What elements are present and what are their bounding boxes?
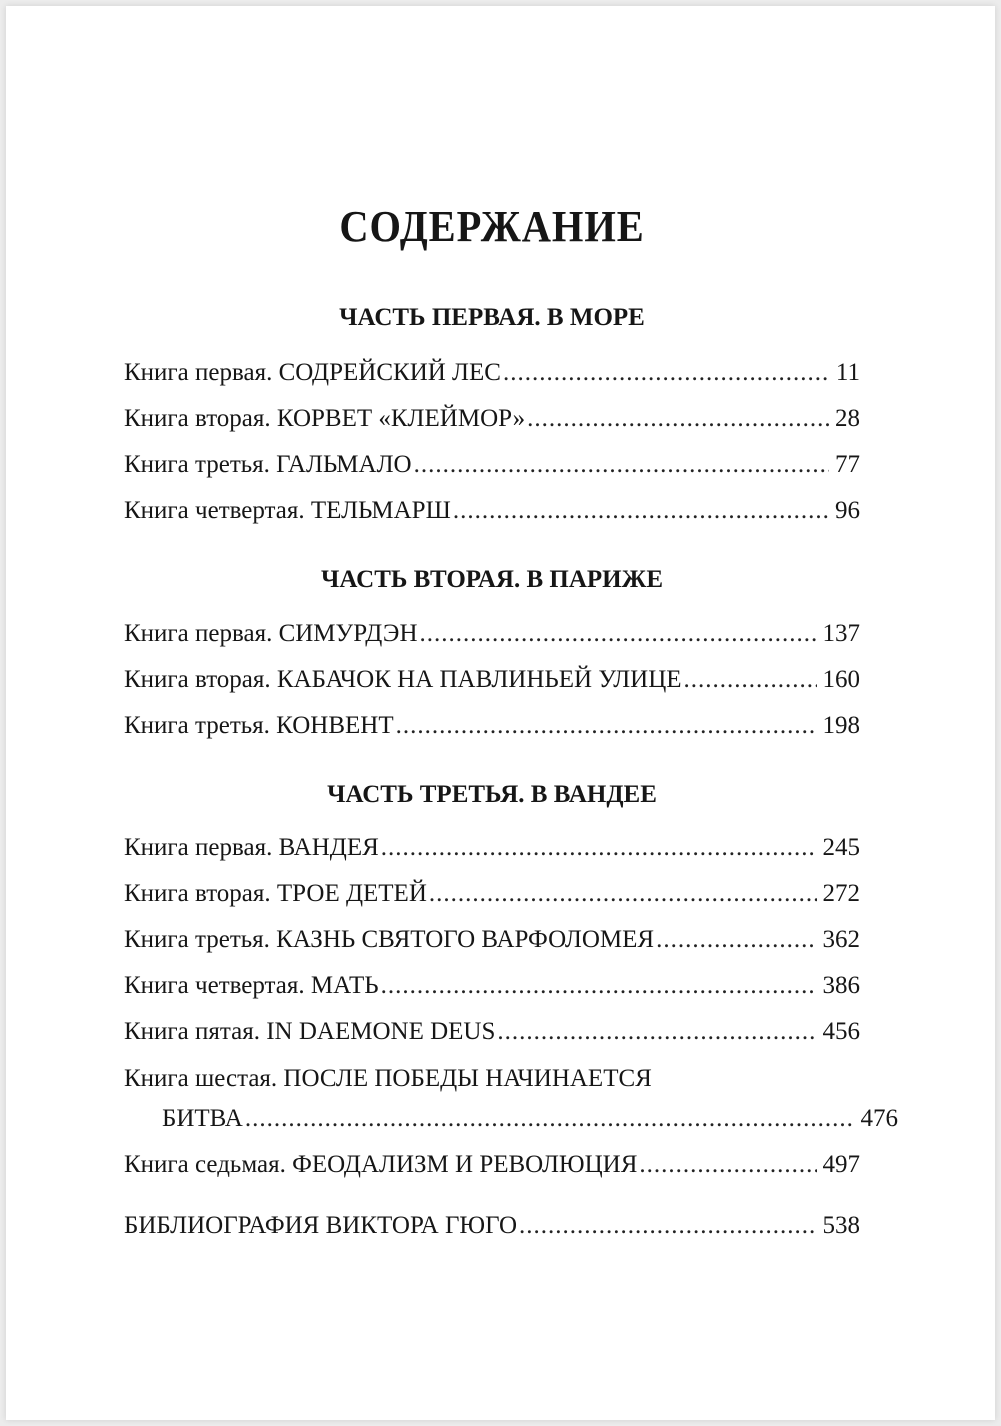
dot-leader [414,449,829,481]
entry-page-number: 11 [835,359,860,386]
dot-leader [656,924,816,956]
toc-entry[interactable] [124,664,860,696]
toc-entry[interactable] [124,449,860,481]
toc-entry[interactable] [124,1149,860,1181]
entry-page-number: 476 [860,1105,898,1132]
toc-entry[interactable] [124,924,860,956]
entry-label: Книга вторая. ТРОЕ ДЕТЕЙ [124,880,427,907]
part-heading-2: ЧАСТЬ ВТОРАЯ. В ПАРИЖЕ [320,566,664,593]
entry-page-number: 245 [822,834,860,861]
entry-label: Книга седьмая. ФЕОДАЛИЗМ И РЕВОЛЮЦИЯ [124,1151,638,1178]
dot-leader [519,1210,816,1242]
entry-label: Книга четвертая. ТЕЛЬМАРШ [124,497,451,524]
part-heading-3: ЧАСТЬ ТРЕТЬЯ. В ВАНДЕЕ [327,781,657,808]
page-title: СОДЕРЖАНИЕ [339,202,645,251]
entry-label: Книга третья. КОНВЕНТ [124,712,394,739]
entry-page-number: 362 [822,926,860,953]
entry-label: Книга третья. ГАЛЬМАЛО [124,451,412,478]
entry-label: Книга третья. КАЗНЬ СВЯТОГО ВАРФОЛОМЕЯ [124,926,655,953]
entry-page-number: 137 [822,620,860,647]
entry-label: Книга вторая. КОРВЕТ «КЛЕЙМОР» [124,405,526,432]
entry-label: Книга четвертая. МАТЬ [124,972,379,999]
toc-entry[interactable] [124,1016,860,1048]
toc-entry[interactable] [124,357,860,389]
toc-entry[interactable] [124,1103,898,1135]
dot-leader [684,664,817,696]
dot-leader [503,357,830,389]
toc-entry[interactable] [124,618,860,650]
dot-leader [497,1016,816,1048]
book-page [6,6,995,1420]
dot-leader [396,710,817,742]
entry-page-number: 160 [822,666,860,693]
toc-entry[interactable] [124,832,860,864]
entry-page-number: 28 [835,405,860,432]
dot-leader [381,832,817,864]
entry-page-number: 386 [822,972,860,999]
dot-leader [381,970,817,1002]
entry-page-number: 198 [822,712,860,739]
entry-page-number: 497 [822,1151,860,1178]
entry-label: БИБЛИОГРАФИЯ ВИКТОРА ГЮГО [124,1212,518,1239]
entry-page-number: 272 [822,880,860,907]
dot-leader [453,495,829,527]
dot-leader [420,618,817,650]
dot-leader [245,1103,855,1135]
entry-label-line-2: БИТВА [162,1105,243,1132]
toc-entry-bibliography[interactable] [124,1210,860,1242]
entry-page-number: 96 [835,497,860,524]
entry-page-number: 77 [835,451,860,478]
entry-label: Книга первая. ВАНДЕЯ [124,834,379,861]
dot-leader [527,403,829,435]
entry-label: Книга пятая. IN DAEMONE DEUS [124,1018,496,1045]
entry-label: Книга вторая. КАБАЧОК НА ПАВЛИНЬЕЙ УЛИЦЕ [124,666,682,693]
entry-label: Книга первая. СОДРЕЙСКИЙ ЛЕС [124,359,501,386]
entry-label-line-1[interactable]: Книга шестая. ПОСЛЕ ПОБЕДЫ НАЧИНАЕТСЯ [124,1065,652,1092]
entry-label: Книга первая. СИМУРДЭН [124,620,418,647]
toc-entry[interactable] [124,878,860,910]
toc-entry[interactable] [124,970,860,1002]
entry-page-number: 456 [822,1018,860,1045]
dot-leader [639,1149,816,1181]
part-heading-1: ЧАСТЬ ПЕРВАЯ. В МОРЕ [339,304,645,331]
entry-page-number: 538 [822,1212,860,1239]
toc-entry[interactable] [124,710,860,742]
toc-entry[interactable] [124,403,860,435]
toc-entry[interactable] [124,495,860,527]
dot-leader [429,878,817,910]
